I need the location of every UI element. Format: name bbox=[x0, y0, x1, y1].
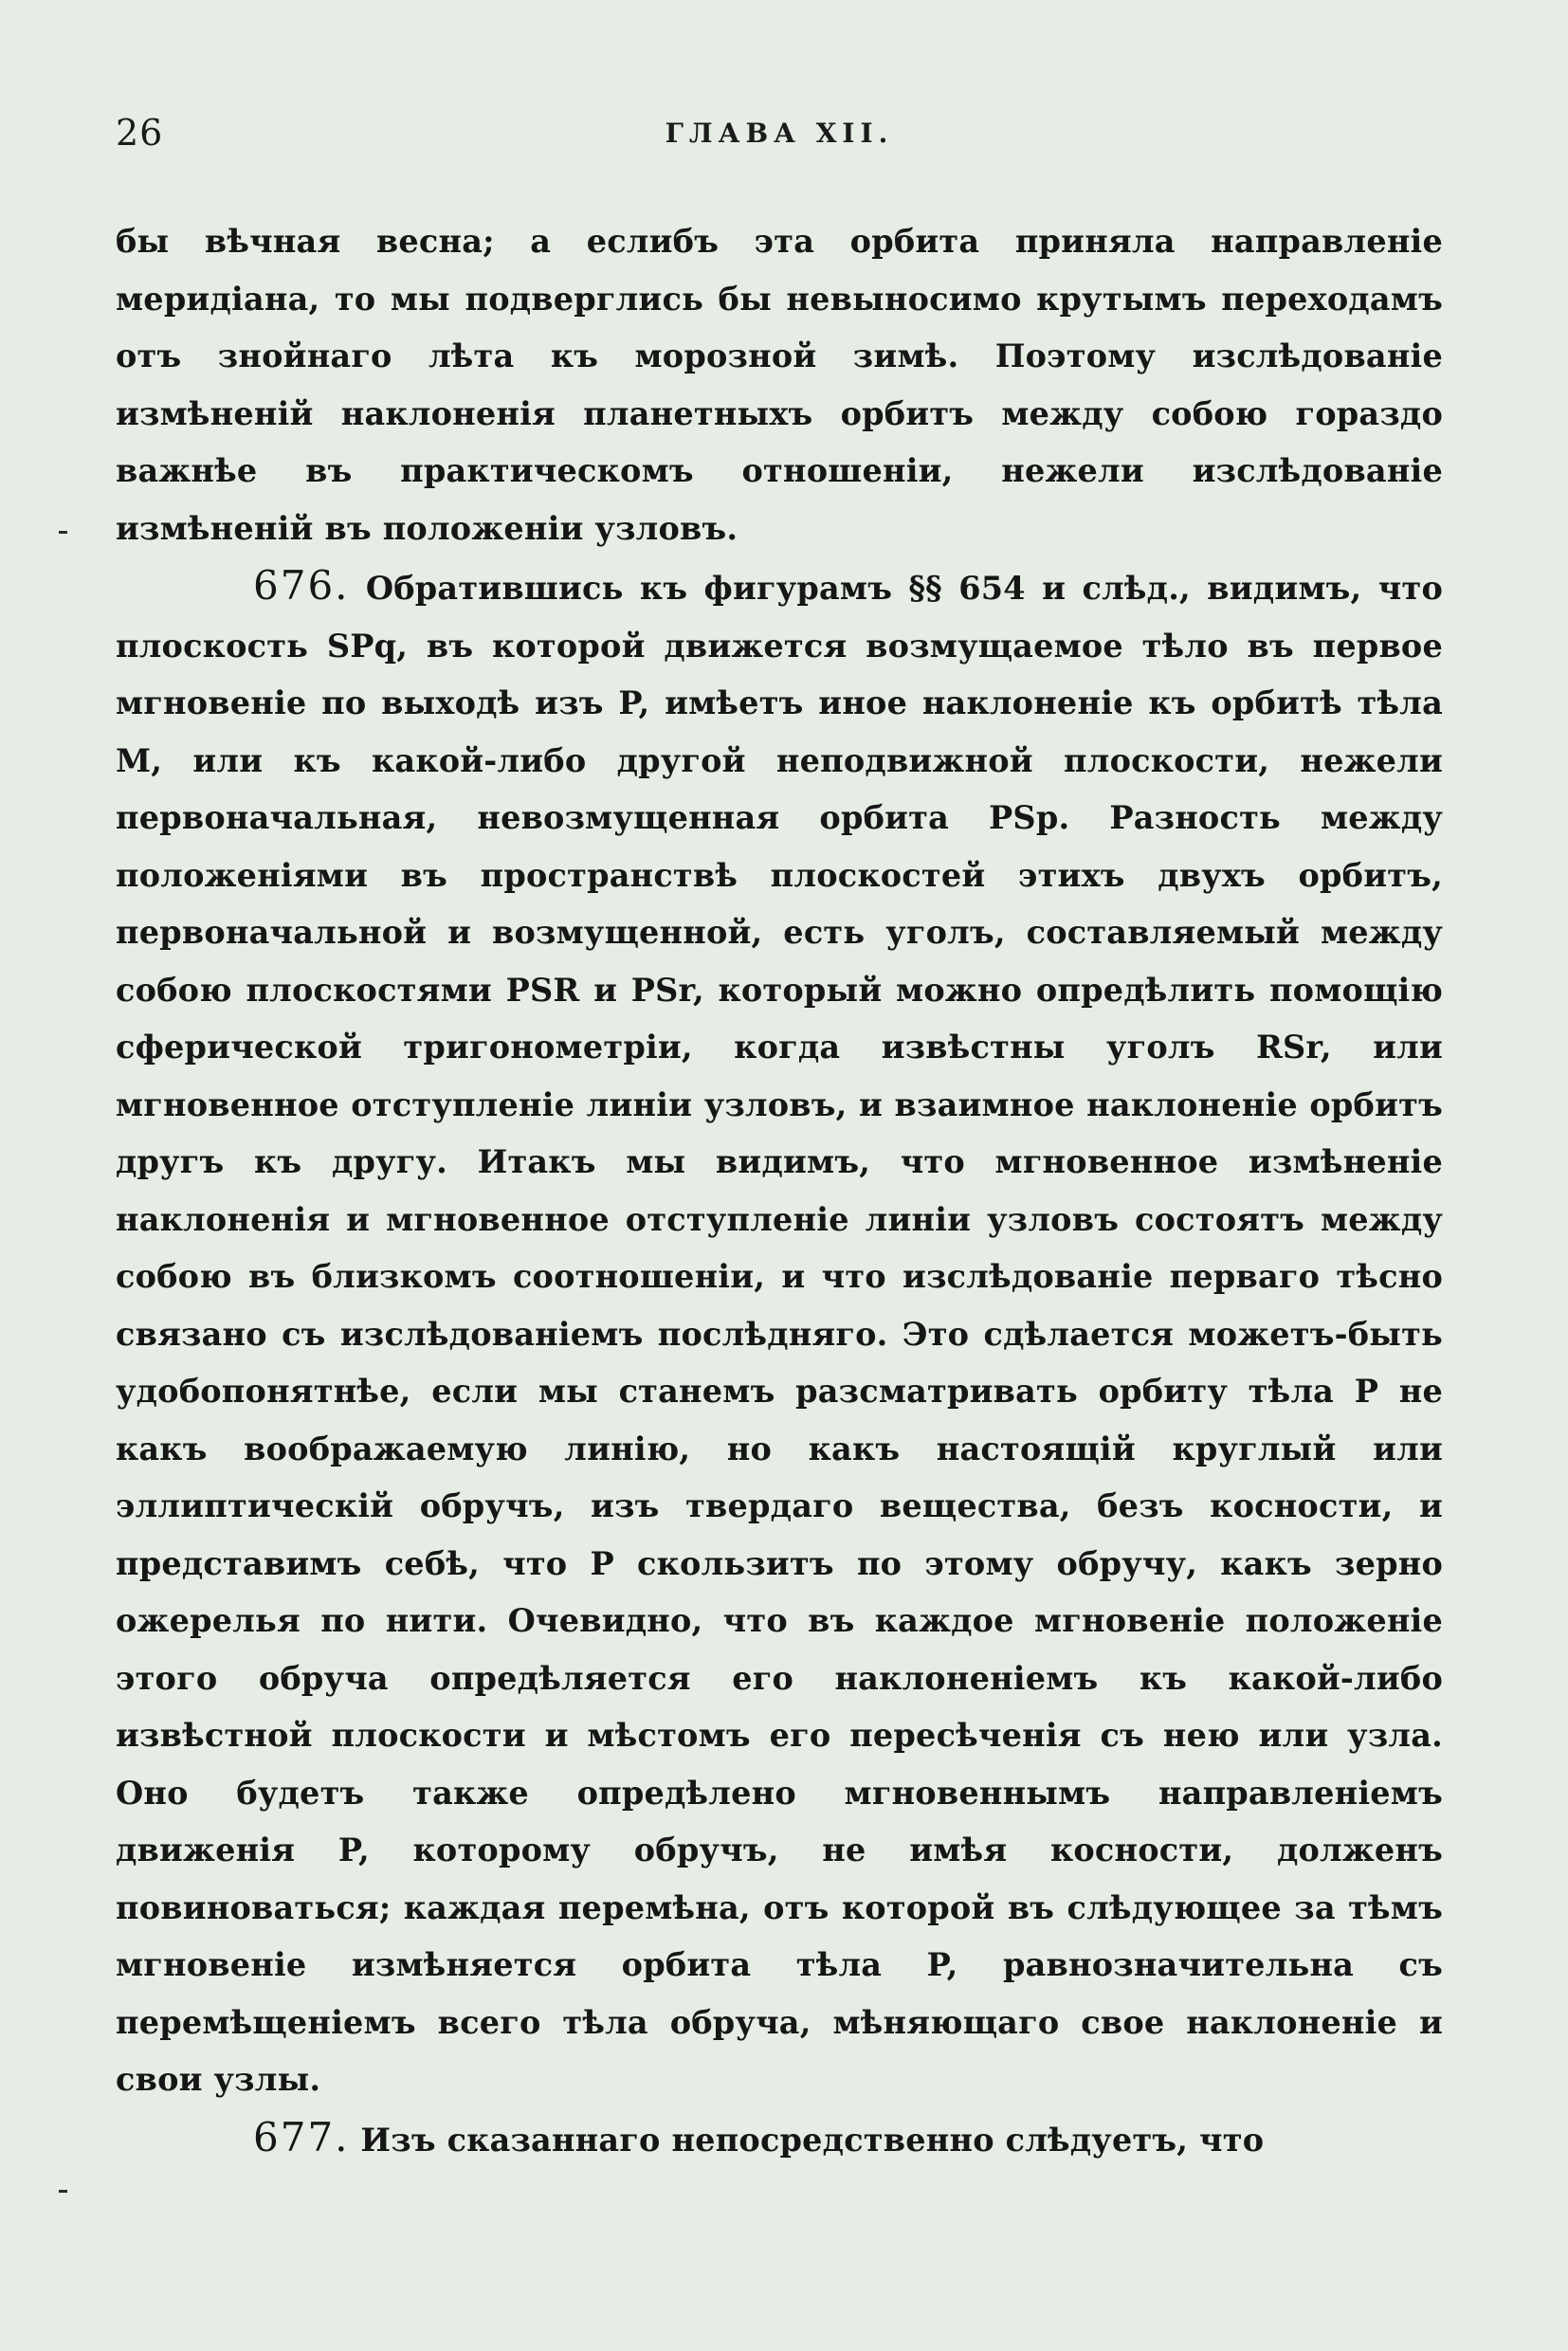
page-number: 26 bbox=[116, 112, 164, 154]
page-header bbox=[116, 112, 1443, 169]
paragraph-number: 676. bbox=[253, 562, 350, 609]
paragraph-continued bbox=[116, 213, 1443, 557]
chapter-title: ГЛАВА XII. bbox=[665, 118, 894, 149]
paragraph-text: Обратившись къ фигурамъ §§ 654 и слѣд., видимъ, что плоскость SPq, въ которой движется возмущаемое тѣло въ первое мгновеніе по выходѣ изъ P, имѣетъ иное наклоненіе къ орбитѣ тѣла M, или къ какой-либо другой неподвижной плоскости, нежели первоначальная, невозмущенная орбита PSp. Разность между положеніями въ пространствѣ плоскостей этихъ двухъ орбитъ, первоначальной и возмущенной, есть уголъ, составляемый между собою плоскостями PSR и PSr, который можно опредѣлить помощію сферической тригонометріи, когда извѣстны уголъ RSr, или мгновенное отступленіе линіи узловъ, и взаимное наклоненіе орбитъ другъ къ другу. Итакъ мы видимъ, что мгновенное измѣненіе наклоненія и мгновенное отступленіе линіи узловъ состоятъ между собою въ близкомъ соотношеніи, и что изслѣдованіе перваго тѣсно связано съ изслѣдованіемъ послѣдняго. Это сдѣлается можетъ-быть удобопонятнѣе, если мы станемъ разсматривать орбиту тѣла P не какъ воображаемую линію, но какъ настоящій круглый или эллиптическій обручъ, изъ твердаго вещества, безъ косности, и представимъ себѣ, что P скользитъ по этому обручу, какъ зерно ожерелья по нити. Очевидно, что въ каждое мгновеніе положеніе этого обруча опредѣляется его наклоненіемъ къ какой-либо извѣстной плоскости и мѣстомъ его пересѣченія съ нею или узла. Оно будетъ также опредѣлено мгновеннымъ направленіемъ движенія P, которому обручъ, не имѣя косности, долженъ повиноваться; каждая перемѣна, отъ которой въ слѣдующее за тѣмъ мгновеніе измѣняется орбита тѣла P, равнозначительна съ перемѣщеніемъ всего тѣла обруча, мѣняющаго свое наклоненіе и свои узлы. bbox=[116, 570, 1443, 2098]
paragraph-text: бы вѣчная весна; а еслибъ эта орбита приняла направленіе меридіана, то мы подверглись бы невыносимо крутымъ переходамъ отъ знойнаго лѣта къ морозной зимѣ. Поэтому изслѣдованіе измѣненій наклоненія планетныхъ орбитъ между собою гораздо важнѣе въ практическомъ отношеніи, нежели изслѣдованіе измѣненій въ положеніи узловъ. bbox=[116, 223, 1443, 547]
paragraph-677 bbox=[116, 2109, 1443, 2170]
paragraph-number: 677. bbox=[253, 2113, 350, 2160]
margin-dash-mark bbox=[59, 2190, 67, 2193]
page-body bbox=[116, 213, 1443, 2169]
margin-dash-mark bbox=[59, 531, 67, 534]
paragraph-text: Изъ сказаннаго непосредственно слѣдуетъ, что bbox=[360, 2121, 1265, 2159]
paragraph-676 bbox=[116, 557, 1443, 2109]
